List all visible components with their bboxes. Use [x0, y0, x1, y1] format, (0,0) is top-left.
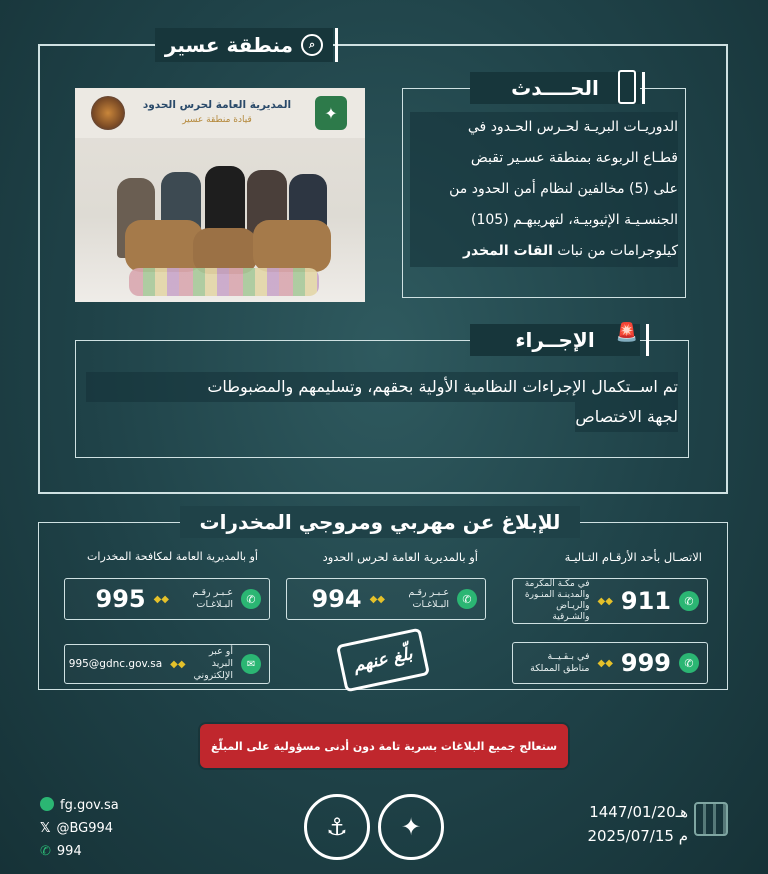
bundles	[129, 268, 319, 296]
label-995	[177, 587, 233, 611]
mail-icon[interactable]: ✉	[241, 654, 261, 674]
event-tag-bar	[642, 72, 645, 104]
number-995: 995	[95, 585, 146, 613]
region-tag	[155, 28, 333, 62]
arrows-icon: ◆◆	[369, 593, 385, 605]
phone-row[interactable]	[40, 840, 240, 863]
event-line: الدوريـات البريـة لحـرس الحـدود في	[410, 112, 678, 143]
box-999	[512, 642, 708, 684]
saudi-emblem: ✦	[315, 96, 347, 130]
phone-text[interactable]: 994	[56, 844, 82, 859]
website-text[interactable]: fg.gov.sa	[60, 798, 119, 813]
arrows-icon: ◆◆	[597, 595, 613, 607]
label-email-line2: الإلكتروني	[193, 670, 233, 681]
label-995-line2: البـلاغـات	[196, 599, 233, 610]
event-last-prefix: كيلوجرامات من نبات	[557, 243, 678, 259]
label-911: في مكـة المكرمة والمدينـة المنـورة والريـاض والشـرقية	[524, 579, 590, 622]
photo-banner-line2: قيادة منطقة عسير	[182, 115, 252, 125]
notice-text: ستعالج جميع البلاغات بسرية تامة دون أدنى مسؤولية على المبلّغ	[210, 739, 558, 753]
website-row[interactable]	[40, 794, 240, 817]
event-line: قطـاع الربوعة بمنطقة عسـير تقبض	[410, 143, 678, 174]
event-line: على (5) مخالفين لنظام أمن الحدود من	[410, 174, 678, 205]
x-handle[interactable]: @BG994	[56, 821, 114, 836]
action-tag-bar	[646, 324, 649, 356]
label-994-line1: عـبـر رقـم	[408, 587, 449, 598]
email-address[interactable]: 995@gdnc.gov.sa	[68, 658, 163, 670]
border-guard-logo	[91, 96, 125, 130]
label-email-line1: أو عبر البريد	[208, 646, 233, 669]
event-line-last	[410, 236, 678, 267]
hijri-date: 1447/01/20هـ	[589, 803, 688, 821]
phone-icon[interactable]: ✆	[679, 591, 699, 611]
label-999	[521, 651, 590, 675]
calendar-icon	[694, 802, 728, 836]
col3-header: أو بالمديرية العامة لمكافحة المخدرات	[87, 550, 258, 563]
sack	[125, 220, 203, 272]
sack	[253, 220, 331, 272]
saudi-emblem-footer: ✦	[378, 794, 444, 860]
region-title: منطقة عسير	[164, 33, 294, 57]
action-title: الإجــراء	[515, 328, 595, 352]
x-row[interactable]	[40, 817, 240, 840]
box-911	[512, 578, 708, 624]
report-title: للإبلاغ عن مهربي ومروجي المخدرات	[180, 506, 580, 538]
arrows-icon: ◆◆	[597, 657, 613, 669]
number-999: 999	[620, 649, 671, 677]
label-994	[393, 587, 449, 611]
action-line1: تم اســتكمال الإجراءات النظامية الأولية بحقهم، وتسليمهم والمضبوطات	[86, 372, 678, 402]
label-995-line1: عـبـر رقـم	[192, 587, 233, 598]
phone-handset-icon	[618, 70, 636, 104]
arrows-icon: ◆◆	[153, 593, 169, 605]
stamp-text: بلّغ عنهم	[351, 644, 415, 676]
box-995	[64, 578, 270, 620]
greg-date: 2025/07/15 م	[587, 827, 688, 845]
number-911: 911	[620, 587, 671, 615]
border-guard-emblem: ⚓	[304, 794, 370, 860]
event-line: الجنسـيـة الإثيوبيـة، لتهريبهـم (105)	[410, 205, 678, 236]
photo-banner-line1: المديرية العامة لحرس الحدود	[142, 99, 292, 111]
col2-header: أو بالمديرية العامة لحرس الحدود	[322, 550, 478, 564]
phone-icon[interactable]: ✆	[679, 653, 699, 673]
confidentiality-notice	[200, 724, 568, 768]
action-line2: لجهة الاختصاص	[575, 402, 678, 432]
globe-icon	[40, 797, 54, 811]
region-tag-bar	[335, 28, 338, 62]
x-icon: 𝕏	[40, 821, 51, 836]
event-text	[410, 112, 678, 267]
label-999-line2: مناطق المملكة	[530, 663, 590, 674]
number-994: 994	[311, 585, 362, 613]
event-last-bold: القات المخدر	[462, 243, 553, 259]
label-email	[194, 646, 233, 682]
box-994	[286, 578, 486, 620]
phone-icon[interactable]: ✆	[457, 589, 477, 609]
label-994-line2: البـلاغـات	[412, 599, 449, 610]
dates	[548, 800, 688, 848]
siren-icon: 🚨	[615, 322, 639, 343]
label-999-line1: في بـقـيــة	[547, 651, 590, 662]
action-text	[86, 372, 678, 432]
phone-icon: ✆	[40, 844, 51, 859]
col1-header: الاتصـال بأحد الأرقـام التـاليـة	[564, 550, 702, 564]
arrows-icon: ◆◆	[170, 658, 186, 670]
suspects-photo	[75, 88, 365, 302]
footer-contacts	[40, 794, 240, 863]
magnifier-map-icon: ⌕	[301, 34, 323, 56]
event-title: الحــــدث	[511, 76, 599, 100]
event-tag	[470, 72, 640, 104]
phone-icon[interactable]: ✆	[241, 589, 261, 609]
box-email	[64, 644, 270, 684]
